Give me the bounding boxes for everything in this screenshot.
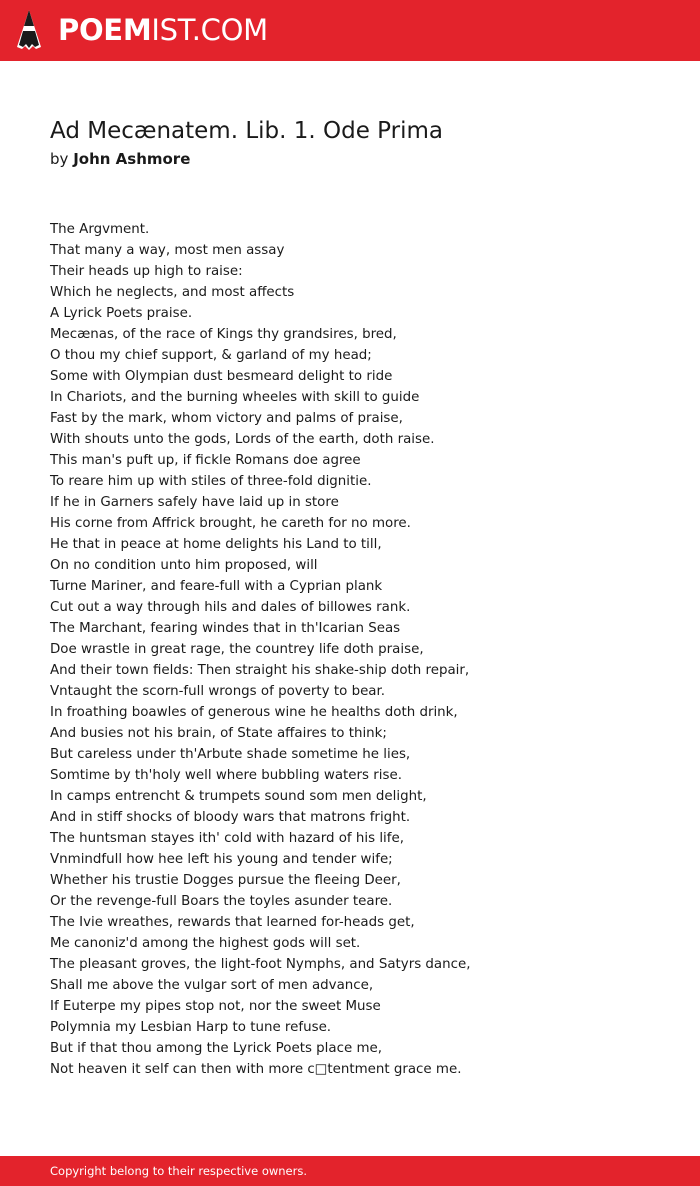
poem-line: To reare him up with stiles of three-fold dignitie.: [50, 474, 372, 489]
poem-line: But careless under th'Arbute shade sometime he lies,: [50, 747, 411, 762]
poem-line: He that in peace at home delights his Land to till,: [50, 537, 382, 552]
by-label: by: [50, 150, 69, 168]
logo-text: [58, 10, 268, 50]
site-footer: [0, 1156, 700, 1186]
poem-line: Which he neglects, and most affects: [50, 285, 295, 300]
poem-line: Cut out a way through hils and dales of billowes rank.: [50, 600, 411, 615]
poem-line: In froathing boawles of generous wine he healths doth drink,: [50, 705, 458, 720]
poem-line: O thou my chief support, & garland of my head;: [50, 348, 372, 363]
poem-line: Polymnia my Lesbian Harp to tune refuse.: [50, 1020, 332, 1035]
poem-line: That many a way, most men assay: [50, 243, 285, 258]
poem-line: Vnmindfull how hee left his young and tender wife;: [50, 852, 393, 867]
poem-line: This man's puft up, if fickle Romans doe agree: [50, 453, 361, 468]
poem-line: Or the revenge-full Boars the toyles asunder teare.: [50, 894, 393, 909]
pencil-tip-icon: [16, 9, 42, 51]
poem-line: Some with Olympian dust besmeard delight to ride: [50, 369, 393, 384]
poem-line: And busies not his brain, of State affaires to think;: [50, 726, 387, 741]
poem-line: The Marchant, fearing windes that in th'Icarian Seas: [50, 621, 401, 636]
author-name[interactable]: John Ashmore: [73, 150, 191, 168]
poem-line: His corne from Affrick brought, he careth for no more.: [50, 516, 411, 531]
poem-line: Mecænas, of the race of Kings thy grandsires, bred,: [50, 327, 397, 342]
poem-line: Me canoniz'd among the highest gods will set.: [50, 936, 361, 951]
poem-title: Ad Mecænatem. Lib. 1. Ode Prima: [50, 118, 443, 144]
poem-body: [50, 219, 680, 1080]
site-logo[interactable]: [16, 9, 268, 51]
poem-line: In camps entrencht & trumpets sound som men delight,: [50, 789, 427, 804]
poem-line: With shouts unto the gods, Lords of the earth, doth raise.: [50, 432, 435, 447]
poem-line: Vntaught the scorn-full wrongs of poverty to bear.: [50, 684, 386, 699]
poem-line: Shall me above the vulgar sort of men advance,: [50, 978, 374, 993]
poem-line: Their heads up high to raise:: [50, 264, 243, 279]
poem-line: The huntsman stayes ith' cold with hazard of his life,: [50, 831, 404, 846]
poem-line: Fast by the mark, whom victory and palms of praise,: [50, 411, 403, 426]
poem-line: Doe wrastle in great rage, the countrey life doth praise,: [50, 642, 424, 657]
poem-line: Somtime by th'holy well where bubbling waters rise.: [50, 768, 402, 783]
poem-line: On no condition unto him proposed, will: [50, 558, 318, 573]
poem-line: The pleasant groves, the light-foot Nymphs, and Satyrs dance,: [50, 957, 471, 972]
logo-text-bold: POEM: [58, 13, 152, 47]
logo-text-light: IST.COM: [151, 13, 268, 47]
site-header: [0, 0, 700, 61]
poem-line: Whether his trustie Dogges pursue the fleeing Deer,: [50, 873, 401, 888]
poem-line: In Chariots, and the burning wheeles with skill to guide: [50, 390, 420, 405]
poem-line: But if that thou among the Lyrick Poets place me,: [50, 1041, 382, 1056]
copyright-notice: Copyright belong to their respective owners.: [50, 1164, 308, 1178]
poem-line: Not heaven it self can then with more c□tentment grace me.: [50, 1062, 462, 1077]
poem-line: And their town fields: Then straight his shake-ship doth repair,: [50, 663, 470, 678]
poem-line: The Ivie wreathes, rewards that learned for-heads get,: [50, 915, 415, 930]
poem-line: If Euterpe my pipes stop not, nor the sweet Muse: [50, 999, 381, 1014]
poem-line: The Argvment.: [50, 222, 150, 237]
poem-line: Turne Mariner, and feare-full with a Cyprian plank: [50, 579, 383, 594]
poem-line: And in stiff shocks of bloody wars that matrons fright.: [50, 810, 411, 825]
poem-line: If he in Garners safely have laid up in store: [50, 495, 339, 510]
byline: [50, 149, 190, 169]
poem-line: A Lyrick Poets praise.: [50, 306, 193, 321]
